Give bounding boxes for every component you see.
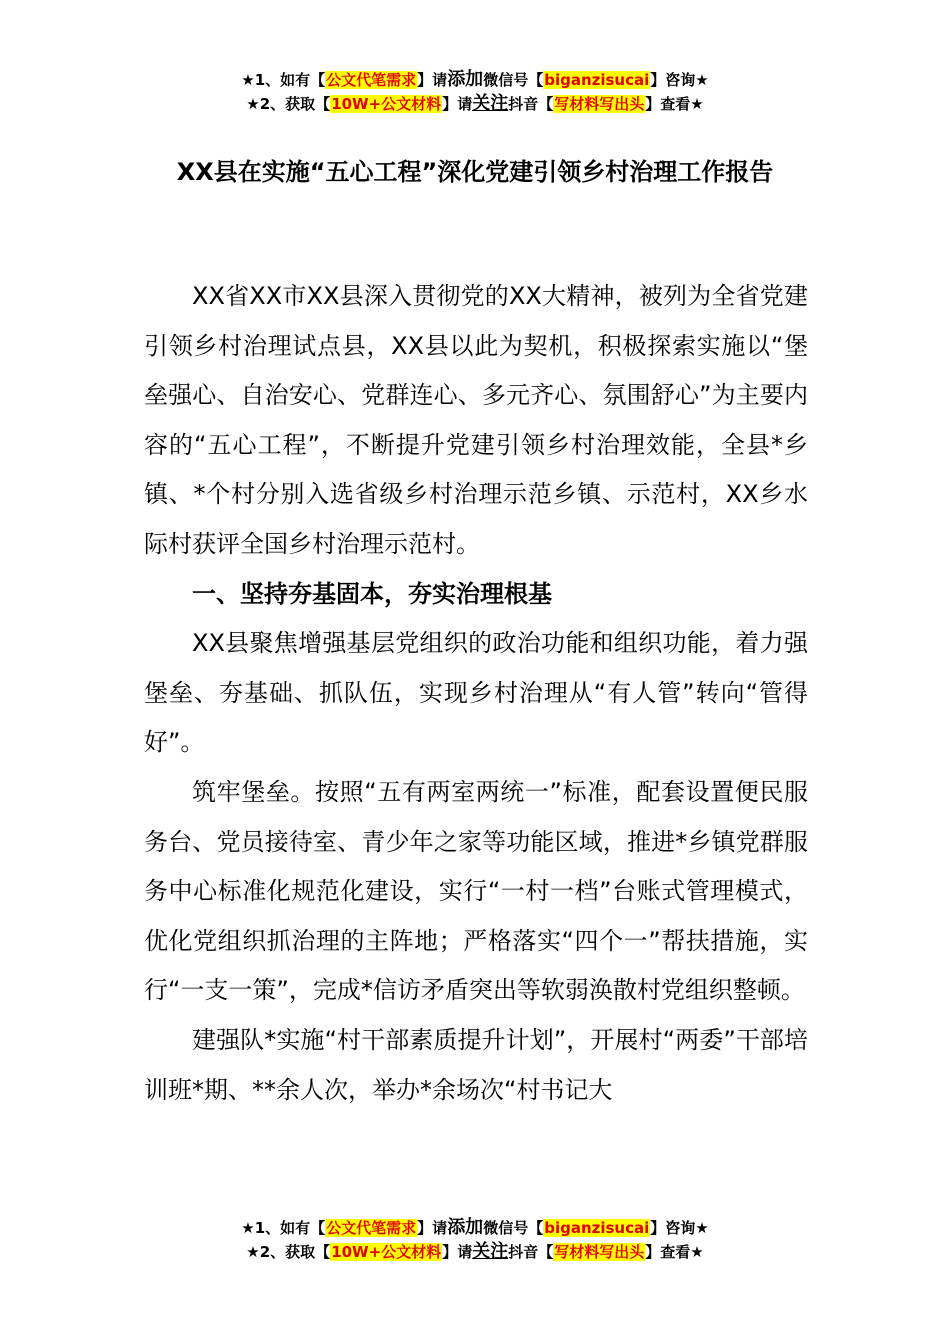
banner-text: ★1、如有【 — [241, 71, 326, 89]
banner-text: 】查看★ — [645, 1243, 704, 1261]
banner-text: 】请 — [417, 1219, 448, 1237]
banner-text: 】查看★ — [645, 95, 704, 113]
banner-douyin-id: 写材料写出头 — [554, 1243, 645, 1261]
bottom-banner — [0, 1216, 950, 1264]
banner-text: 】请 — [442, 95, 473, 113]
banner-text: 】请 — [417, 71, 448, 89]
banner-highlight: 公文代笔需求 — [326, 71, 417, 89]
banner-highlight: 公文代笔需求 — [326, 1219, 417, 1237]
banner-line-2 — [0, 1240, 950, 1264]
banner-highlight: 10W+公文材料 — [331, 1243, 442, 1261]
top-banner — [0, 68, 950, 116]
banner-text: 】咨询★ — [650, 1219, 709, 1237]
document-body — [144, 272, 808, 1115]
paragraph-intro: XX省XX市XX县深入贯彻党的XX大精神，被列为全省党建引领乡村治理试点县，XX县以此为契机，积极探索实施以“堡垒强心、自治安心、党群连心、多元齐心、氛围舒心”为主要内容的“五心工程”，不断提升党建引领乡村治理效能，全县*乡镇、*个村分别入选省级乡村治理示范乡镇、示范村，XX乡水际村获评全国乡村治理示范村。 — [144, 282, 808, 558]
banner-text: 抖音【 — [508, 95, 554, 113]
banner-emphasis: 关注 — [472, 1241, 509, 1262]
banner-wechat-id: biganzisucai — [544, 1219, 650, 1237]
banner-text: 】咨询★ — [650, 71, 709, 89]
banner-highlight: 10W+公文材料 — [331, 95, 442, 113]
banner-line-1 — [0, 1216, 950, 1240]
section-heading-1: 一、坚持夯基固本，夯实治理根基 — [192, 579, 552, 608]
paragraph: 建强队*实施“村干部素质提升计划”，开展村“两委”干部培训班*期、**余人次，举办*余场次“村书记大 — [144, 1025, 808, 1104]
banner-emphasis: 关注 — [472, 93, 509, 114]
paragraph: 筑牢堡垒。按照“五有两室两统一”标准，配套设置便民服务台、党员接待室、青少年之家等功能区域，推进*乡镇党群服务中心标准化规范化建设，实行“一村一档”台账式管理模式，优化党组织抓治理的主阵地；严格落实“四个一”帮扶措施，实行“一支一策”，完成*信访矛盾突出等软弱涣散村党组织整顿。 — [144, 777, 808, 1005]
banner-line-2 — [0, 92, 950, 116]
banner-text: ★2、获取【 — [246, 95, 331, 113]
banner-emphasis: 添加 — [447, 1217, 484, 1238]
banner-text: 微信号【 — [483, 1219, 544, 1237]
banner-text: ★1、如有【 — [241, 1219, 326, 1237]
banner-emphasis: 添加 — [447, 69, 484, 90]
document-title: XX县在实施“五心工程”深化党建引领乡村治理工作报告 — [176, 158, 774, 186]
banner-text: 】请 — [442, 1243, 473, 1261]
banner-text: 抖音【 — [508, 1243, 554, 1261]
banner-douyin-id: 写材料写出头 — [554, 95, 645, 113]
banner-text: ★2、获取【 — [246, 1243, 331, 1261]
banner-wechat-id: biganzisucai — [544, 71, 650, 89]
banner-line-1 — [0, 68, 950, 92]
paragraph: XX县聚焦增强基层党组织的政治功能和组织功能，着力强堡垒、夯基础、抓队伍，实现乡村治理从“有人管”转向“管得好”。 — [144, 629, 808, 757]
banner-text: 微信号【 — [483, 71, 544, 89]
